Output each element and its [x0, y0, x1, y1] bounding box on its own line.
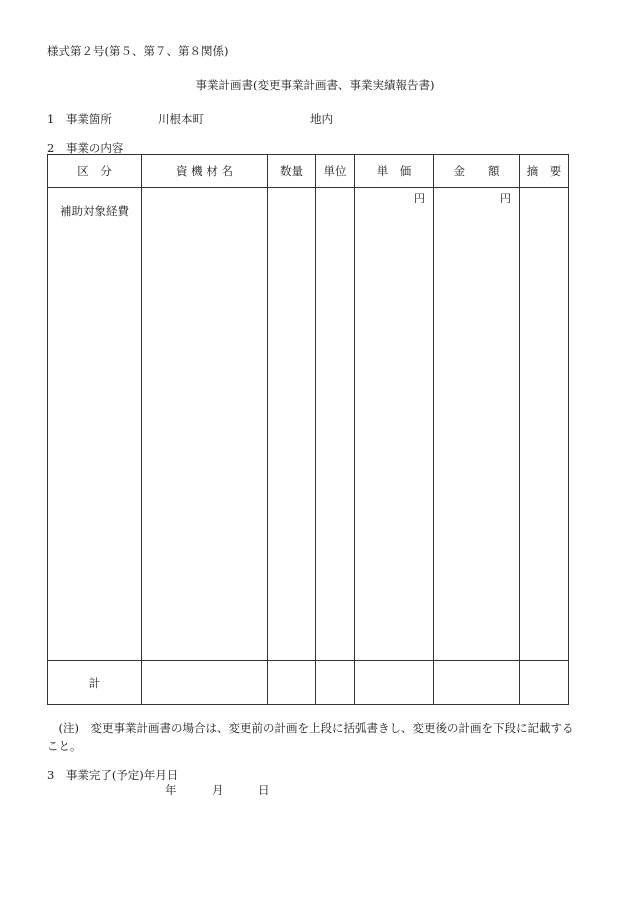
header-remarks: 摘 要 — [520, 155, 569, 188]
header-unit-price: 単 価 — [355, 155, 434, 188]
note-text-line1: (注) 変更事業計画書の場合は、変更前の計画を上段に括弧書きし、変更後の計画を下段に記載する — [47, 721, 574, 735]
equipment-name-cell[interactable] — [142, 188, 268, 661]
project-content-table — [47, 154, 569, 705]
remarks-cell[interactable] — [520, 188, 569, 661]
table-header-row — [48, 155, 569, 188]
completion-month-label: 月 — [212, 783, 224, 797]
completion-day-label: 日 — [258, 783, 270, 797]
unit-price-yen-label: 円 — [414, 192, 425, 205]
note-text-line2: こと。 — [47, 739, 82, 753]
header-quantity: 数量 — [268, 155, 316, 188]
project-location-suffix: 地内 — [310, 112, 333, 126]
header-amount: 金 額 — [434, 155, 520, 188]
total-quantity-cell[interactable] — [268, 661, 316, 705]
completion-year-label: 年 — [165, 783, 177, 797]
total-equipment-cell[interactable] — [142, 661, 268, 705]
category-cell — [48, 188, 142, 661]
header-equipment-name: 資 機 材 名 — [142, 155, 268, 188]
unit-price-cell[interactable] — [355, 188, 434, 661]
section2-label: 2 事業の内容 — [47, 141, 124, 155]
category-label: 補助対象経費 — [60, 204, 129, 218]
document-title: 事業計画書(変更事業計画書、事業実績報告書) — [195, 78, 435, 92]
amount-cell[interactable] — [434, 188, 520, 661]
amount-yen-label: 円 — [500, 192, 511, 205]
total-amount-cell[interactable] — [434, 661, 520, 705]
header-category: 区 分 — [48, 155, 142, 188]
total-unit-price-cell[interactable] — [355, 661, 434, 705]
quantity-cell[interactable] — [268, 188, 316, 661]
section1-label: 1 事業箇所 — [47, 112, 112, 126]
table-row — [48, 188, 569, 661]
total-label: 計 — [48, 661, 142, 705]
table-total-row — [48, 661, 569, 705]
section3-label: 3 事業完了(予定)年月日 — [47, 768, 179, 782]
total-remarks-cell[interactable] — [520, 661, 569, 705]
total-unit-cell[interactable] — [316, 661, 355, 705]
header-unit: 単位 — [316, 155, 355, 188]
form-number: 様式第２号(第５、第７、第８関係) — [47, 44, 229, 58]
unit-cell[interactable] — [316, 188, 355, 661]
project-location-town: 川根本町 — [158, 112, 204, 126]
